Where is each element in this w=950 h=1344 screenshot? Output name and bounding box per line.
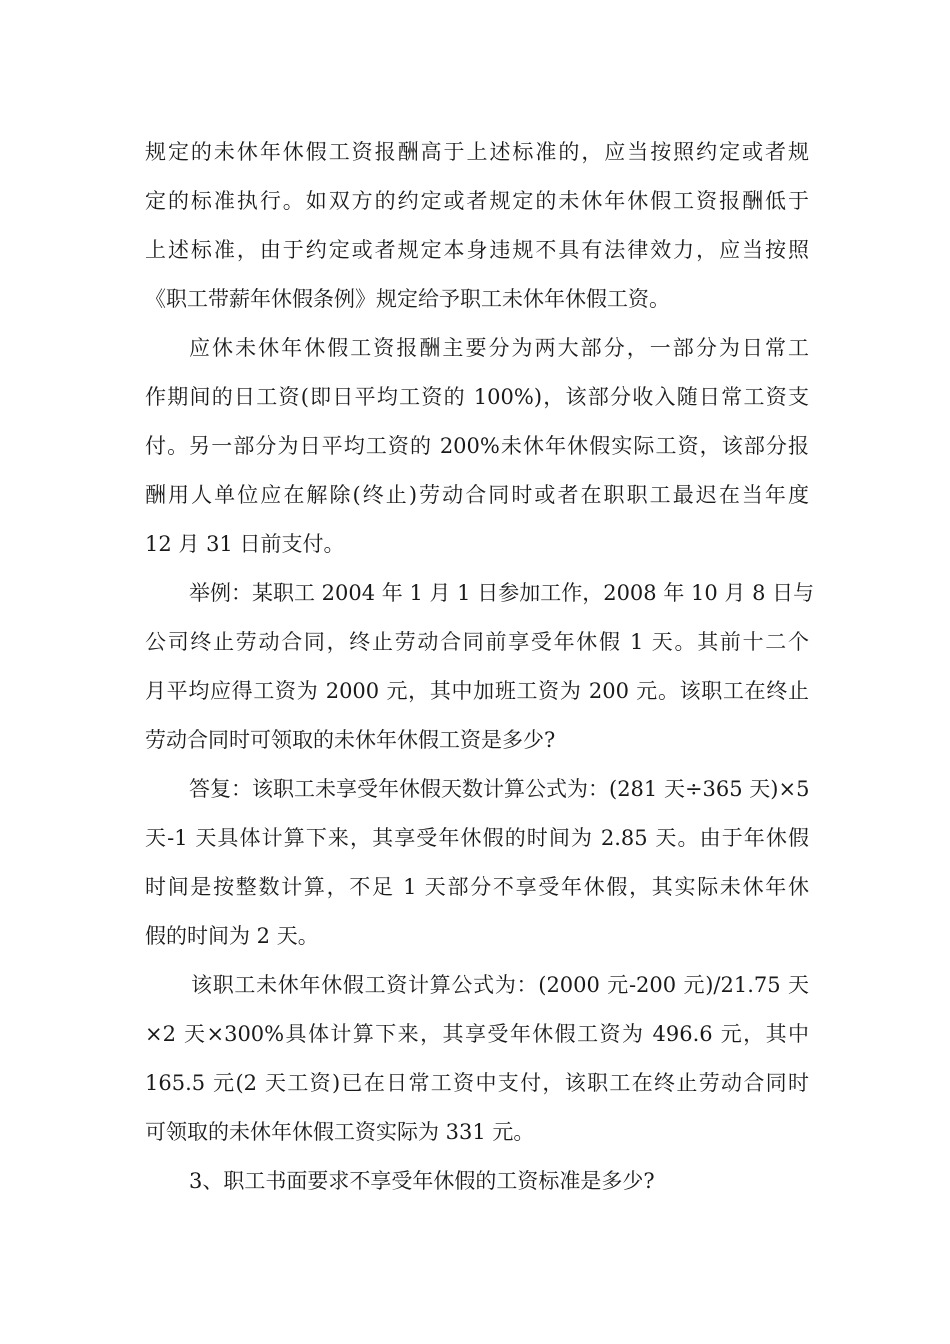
- paragraph-2-line-4: 酬用人单位应在解除(终止)劳动合同时或者在职职工最迟在当年度: [145, 483, 809, 507]
- paragraph-2-line-1: 应休未休年休假工资报酬主要分为两大部分，一部分为日常工: [189, 336, 809, 360]
- paragraph-4-line-3: 时间是按整数计算，不足 1 天部分不享受年休假，其实际未休年休: [145, 875, 809, 899]
- paragraph-3-line-3: 月平均应得工资为 2000 元，其中加班工资为 200 元。该职工在终止: [145, 679, 809, 703]
- paragraph-2-line-2: 作期间的日工资(即日平均工资的 100%)，该部分收入随日常工资支: [145, 385, 809, 409]
- paragraph-2-line-5: 12 月 31 日前支付。: [145, 532, 345, 556]
- paragraph-1-line-2: 定的标准执行。如双方的约定或者规定的未休年休假工资报酬低于: [145, 189, 809, 213]
- paragraph-2-line-3: 付。另一部分为日平均工资的 200%未休年休假实际工资，该部分报: [145, 434, 809, 458]
- paragraph-3-line-4: 劳动合同时可领取的未休年休假工资是多少?: [145, 728, 556, 752]
- paragraph-5-line-3: 165.5 元(2 天工资)已在日常工资中支付，该职工在终止劳动合同时: [145, 1071, 809, 1095]
- paragraph-4-line-2: 天-1 天具体计算下来，其享受年休假的时间为 2.85 天。由于年休假: [145, 826, 809, 850]
- paragraph-5-line-1: 该职工未休年休假工资计算公式为：(2000 元-200 元)/21.75 天: [191, 973, 809, 997]
- paragraph-4-line-1: 答复：该职工未享受年休假天数计算公式为：(281 天÷365 天)×5: [189, 777, 810, 801]
- paragraph-5-line-4: 可领取的未休年休假工资实际为 331 元。: [145, 1120, 535, 1144]
- paragraph-3-line-2: 公司终止劳动合同，终止劳动合同前享受年休假 1 天。其前十二个: [145, 630, 809, 654]
- paragraph-3-line-1: 举例：某职工 2004 年 1 月 1 日参加工作，2008 年 10 月 8 日与: [189, 581, 815, 605]
- paragraph-1-line-4: 《职工带薪年休假条例》规定给予职工未休年休假工资。: [145, 287, 670, 311]
- paragraph-5-line-2: ×2 天×300%具体计算下来，其享受年休假工资为 496.6 元，其中: [145, 1022, 809, 1046]
- section-heading-3: 3、职工书面要求不享受年休假的工资标准是多少?: [189, 1169, 655, 1193]
- paragraph-1-line-1: 规定的未休年休假工资报酬高于上述标准的，应当按照约定或者规: [145, 140, 809, 164]
- document-body: [145, 128, 815, 1206]
- paragraph-1-line-3: 上述标准，由于约定或者规定本身违规不具有法律效力，应当按照: [145, 238, 809, 262]
- paragraph-4-line-4: 假的时间为 2 天。: [145, 924, 319, 948]
